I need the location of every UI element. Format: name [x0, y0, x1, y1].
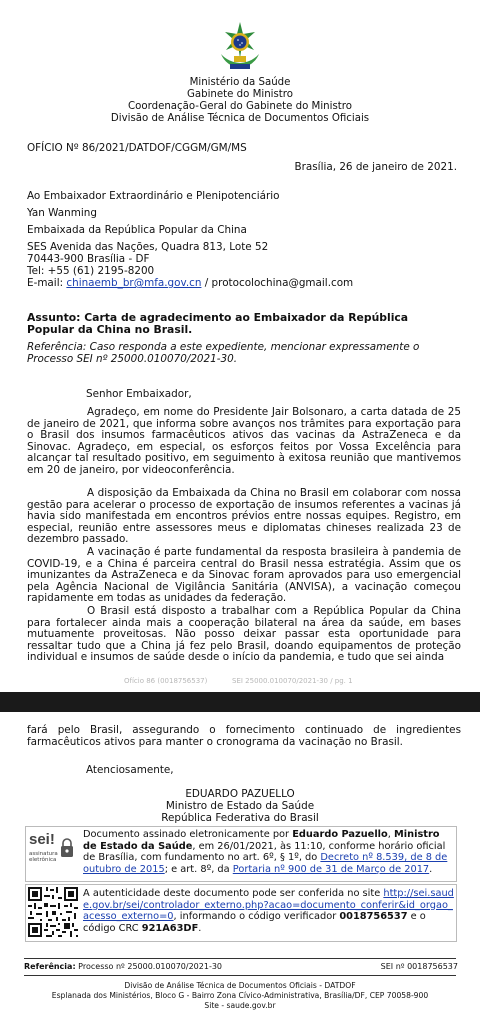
page-footer-left: Ofício 86 (0018756537) [124, 677, 208, 685]
crc-code: 921A63DF [141, 922, 199, 934]
paragraph-1-text: Agradeço, em nome do Presidente Jair Bolsonaro, a carta datada de 25 de janeiro de 2021, que informa sobre avanços nos trâmites para exportação para o Brasil dos insumos farmacêuticos ativos das vacinas da AstraZeneca e da Sinovac. Agradeço, em especial, os esforços feitos por Vossa Excelência para alcançar tal resultado positivo, em seguimento à exitosa reunião que mantivemos em 20 de janeiro, por videoconferência. [27, 406, 461, 476]
document-date: Brasília, 26 de janeiro de 2021. [294, 161, 457, 173]
auth-text-3: e o código CRC [83, 911, 426, 934]
sei-logo [27, 829, 77, 879]
body-paragraph-3 [27, 547, 461, 605]
authenticity-notice [83, 888, 455, 934]
body-paragraph-1 [27, 407, 461, 477]
paragraph-4-text: O Brasil está disposto a trabalhar com a República Popular da China para fortalecer ainda mais a cooperação bilateral na área da saúde, em bases mutuamente proveitosas. Não posso deixar passar esta oportunidade para ressaltar tudo que a China já fez pelo Brasil, doando equipamentos de proteção individual e insumos de saúde desde o início da pandemia, e tudo que sei ainda [27, 605, 461, 664]
decreto-link[interactable]: Decreto nº 8.539, de 8 de outubro de 2015 [83, 852, 448, 875]
oficio-number: OFÍCIO Nº 86/2021/DATDOF/CGGM/GM/MS [27, 142, 247, 154]
addressee-name: Yan Wanming [27, 207, 97, 219]
email-label: E-mail: [27, 277, 67, 289]
sig-signer-name: Eduardo Pazuello [292, 829, 388, 840]
sig-text-2: , [387, 829, 395, 840]
auth-text-2: , informando o código verificador [173, 911, 340, 922]
reference-note: Referência: Caso responda a este expediente, mencionar expressamente o Processo SEI nº 25000.010070/2021-30. [27, 341, 420, 366]
sig-text-3: , em 26/01/2021, às 11:10, conforme horário oficial de Brasília, com fundamento no art. 6º, § 1º, do [83, 840, 446, 863]
subject: Assunto: Carta de agradecimento ao Embaixador da República Popular da China no Brasil. [27, 311, 409, 337]
footer-divider-bottom [24, 975, 456, 976]
header-divisao: Divisão de Análise Técnica de Documentos Oficiais [110, 113, 370, 124]
signature-notice [83, 829, 455, 875]
auth-text-1: A autenticidade deste documento pode ser conferida no site [83, 888, 384, 899]
header-gabinete: Gabinete do Ministro [186, 89, 293, 100]
email-link[interactable]: chinaemb_br@mfa.gov.cn [66, 277, 202, 289]
addressee-address-1: SES Avenida das Nações, Quadra 813, Lote 52 [27, 241, 269, 253]
sei-logo-sub1: assinatura [29, 851, 58, 857]
footer-site: Site - saude.gov.br [204, 1001, 276, 1010]
sei-logo-text: sei! [29, 831, 55, 848]
body-paragraph-4 [27, 606, 461, 664]
sig-text-5: . [429, 863, 433, 875]
ref-footer-sei: SEI nº 0018756537 [380, 962, 458, 971]
header-coordenacao: Coordenação-Geral do Gabinete do Ministro [128, 101, 352, 112]
salutation: Senhor Embaixador, [86, 388, 192, 400]
paragraph-3-text: A vacinação é parte fundamental da resposta brasileira à pandemia de COVID-19, e a China é parceira central do Brasil nessa estratégia. Assim que os imunizantes da AstraZeneca e da Sinovac foram aprovados para uso emergencial pela Agência Nacional de Vigilância Sanitária (ANVISA), a vacinação começou rapidamente em todas as unidades da federação. [27, 546, 461, 605]
signer-name: EDUARDO PAZUELLO [185, 788, 295, 800]
sei-logo-subtext [29, 851, 58, 863]
ref-footer [24, 962, 222, 971]
portaria-link[interactable]: Portaria nº 900 de 31 de Março de 2017 [232, 863, 430, 875]
sei-logo-sub2: eletrônica [29, 857, 57, 863]
verification-link[interactable]: http://sei.saude.gov.br/sei/controlador_externo.php?acao=documento_conferir&id_orgao_acesso_externo=0 [83, 888, 454, 922]
signer-role: Ministro de Estado da Saúde [165, 800, 315, 812]
footer-address-2: Esplanada dos Ministérios, Bloco G - Bairro Zona Cívico-Administrativa, Brasília/DF, CEP 70058-900 [51, 991, 429, 1000]
paragraph-2-text: A disposição da Embaixada da China no Brasil em colaborar com nossa gestão para acelerar o processo de exportação de insumos referentes a vacinas já havia sido manifestada em encontros prévios entre nossas equipes. Registro, em especial, reunião entre assessores meus e diplomatas chineses realizada 23 de dezembro passado. [27, 487, 461, 546]
brazil-coat-of-arms-icon [216, 20, 264, 72]
page-separator [0, 692, 480, 712]
auth-text-4: . [198, 922, 202, 934]
ref-footer-value: Processo nº 25000.010070/2021-30 [75, 962, 223, 971]
footer-divider-top [24, 958, 456, 959]
header-ministry: Ministério da Saúde [189, 77, 291, 88]
signer-country: República Federativa do Brasil [161, 812, 319, 824]
page-footer-right: SEI 25000.010070/2021-30 / pg. 1 [232, 677, 353, 685]
qr-code-icon [26, 885, 80, 939]
verification-code: 0018756537 [339, 911, 408, 922]
addressee-email [27, 278, 353, 290]
sig-signer-role: Ministro de Estado da Saúde [83, 829, 440, 852]
ref-footer-label: Referência: [24, 962, 76, 971]
addressee-tel: Tel: +55 (61) 2195-8200 [27, 265, 155, 277]
lock-icon [60, 837, 74, 859]
email-secondary: / protocolochina@gmail.com [201, 277, 354, 289]
body-paragraph-4-continued: fará pelo Brasil, assegurando o fornecimento continuado de ingredientes farmacêuticos ativos para manter o cronograma da vacinação no Brasil. [27, 724, 461, 748]
addressee-org: Embaixada da República Popular da China [27, 224, 247, 236]
closing: Atenciosamente, [86, 764, 174, 776]
sig-text-4: ; e art. 8º, da [164, 863, 233, 875]
body-paragraph-2 [27, 488, 461, 546]
addressee-address-2: 70443-900 Brasília - DF [27, 253, 150, 265]
addressee-title: Ao Embaixador Extraordinário e Plenipotenciário [27, 190, 280, 202]
sig-text-1: Documento assinado eletronicamente por [83, 829, 293, 840]
footer-address-1: Divisão de Análise Técnica de Documentos Oficiais - DATDOF [124, 981, 356, 990]
